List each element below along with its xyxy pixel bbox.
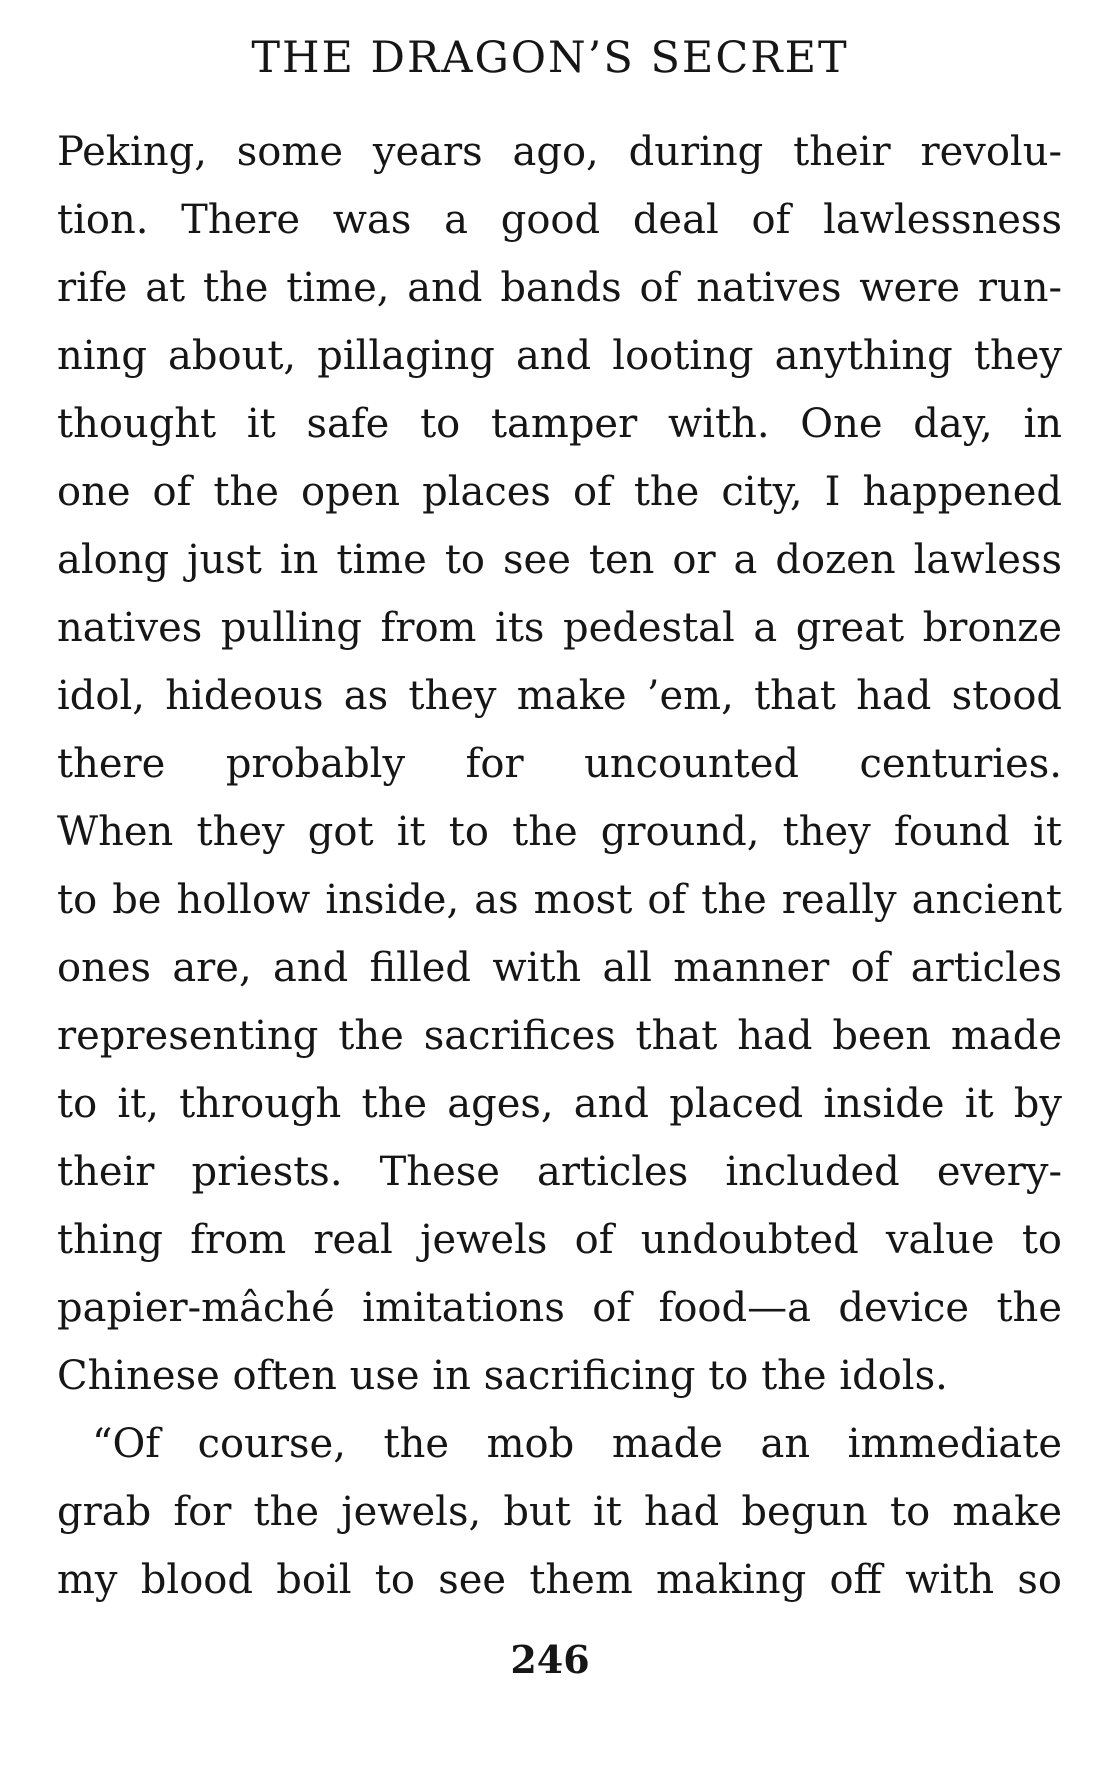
text-line: their priests. These articles included every- bbox=[57, 1149, 1062, 1195]
text-line: thought it safe to tamper with. One day, in bbox=[57, 401, 1062, 447]
text-line: to it, through the ages, and placed inside it by bbox=[57, 1081, 1062, 1127]
text-line: When they got it to the ground, they found it bbox=[57, 809, 1062, 855]
text-line: my blood boil to see them making off with so bbox=[57, 1557, 1062, 1603]
text-line: rife at the time, and bands of natives were run- bbox=[57, 265, 1062, 311]
text-line: papier-mâché imitations of food—a device the bbox=[57, 1285, 1062, 1331]
text-line: representing the sacrifices that had been made bbox=[57, 1013, 1062, 1059]
text-line: “Of course, the mob made an immediate bbox=[92, 1421, 1062, 1467]
body-text bbox=[57, 118, 1062, 1614]
text-line: idol, hideous as they make ’em, that had stood bbox=[57, 673, 1062, 719]
text-line: there probably for uncounted centuries. bbox=[57, 741, 1062, 787]
running-head: THE DRAGON’S SECRET bbox=[251, 33, 849, 83]
paragraph bbox=[57, 1410, 1062, 1614]
text-line: one of the open places of the city, I happened bbox=[57, 469, 1062, 515]
text-line: thing from real jewels of undoubted value to bbox=[57, 1217, 1062, 1263]
text-line: to be hollow inside, as most of the really ancient bbox=[57, 877, 1062, 923]
page-number: 246 bbox=[510, 1637, 590, 1682]
text-line: ning about, pillaging and looting anything they bbox=[57, 333, 1062, 379]
text-line: natives pulling from its pedestal a great bronze bbox=[57, 605, 1062, 651]
text-line: tion. There was a good deal of lawlessness bbox=[57, 197, 1062, 243]
text-line: Peking, some years ago, during their revolu- bbox=[57, 129, 1062, 175]
paragraph bbox=[57, 118, 1062, 1410]
text-line: along just in time to see ten or a dozen lawless bbox=[57, 537, 1062, 583]
text-line: ones are, and filled with all manner of articles bbox=[57, 945, 1062, 991]
text-line: Chinese often use in sacrificing to the idols. bbox=[57, 1353, 948, 1399]
text-line: grab for the jewels, but it had begun to make bbox=[57, 1489, 1062, 1535]
